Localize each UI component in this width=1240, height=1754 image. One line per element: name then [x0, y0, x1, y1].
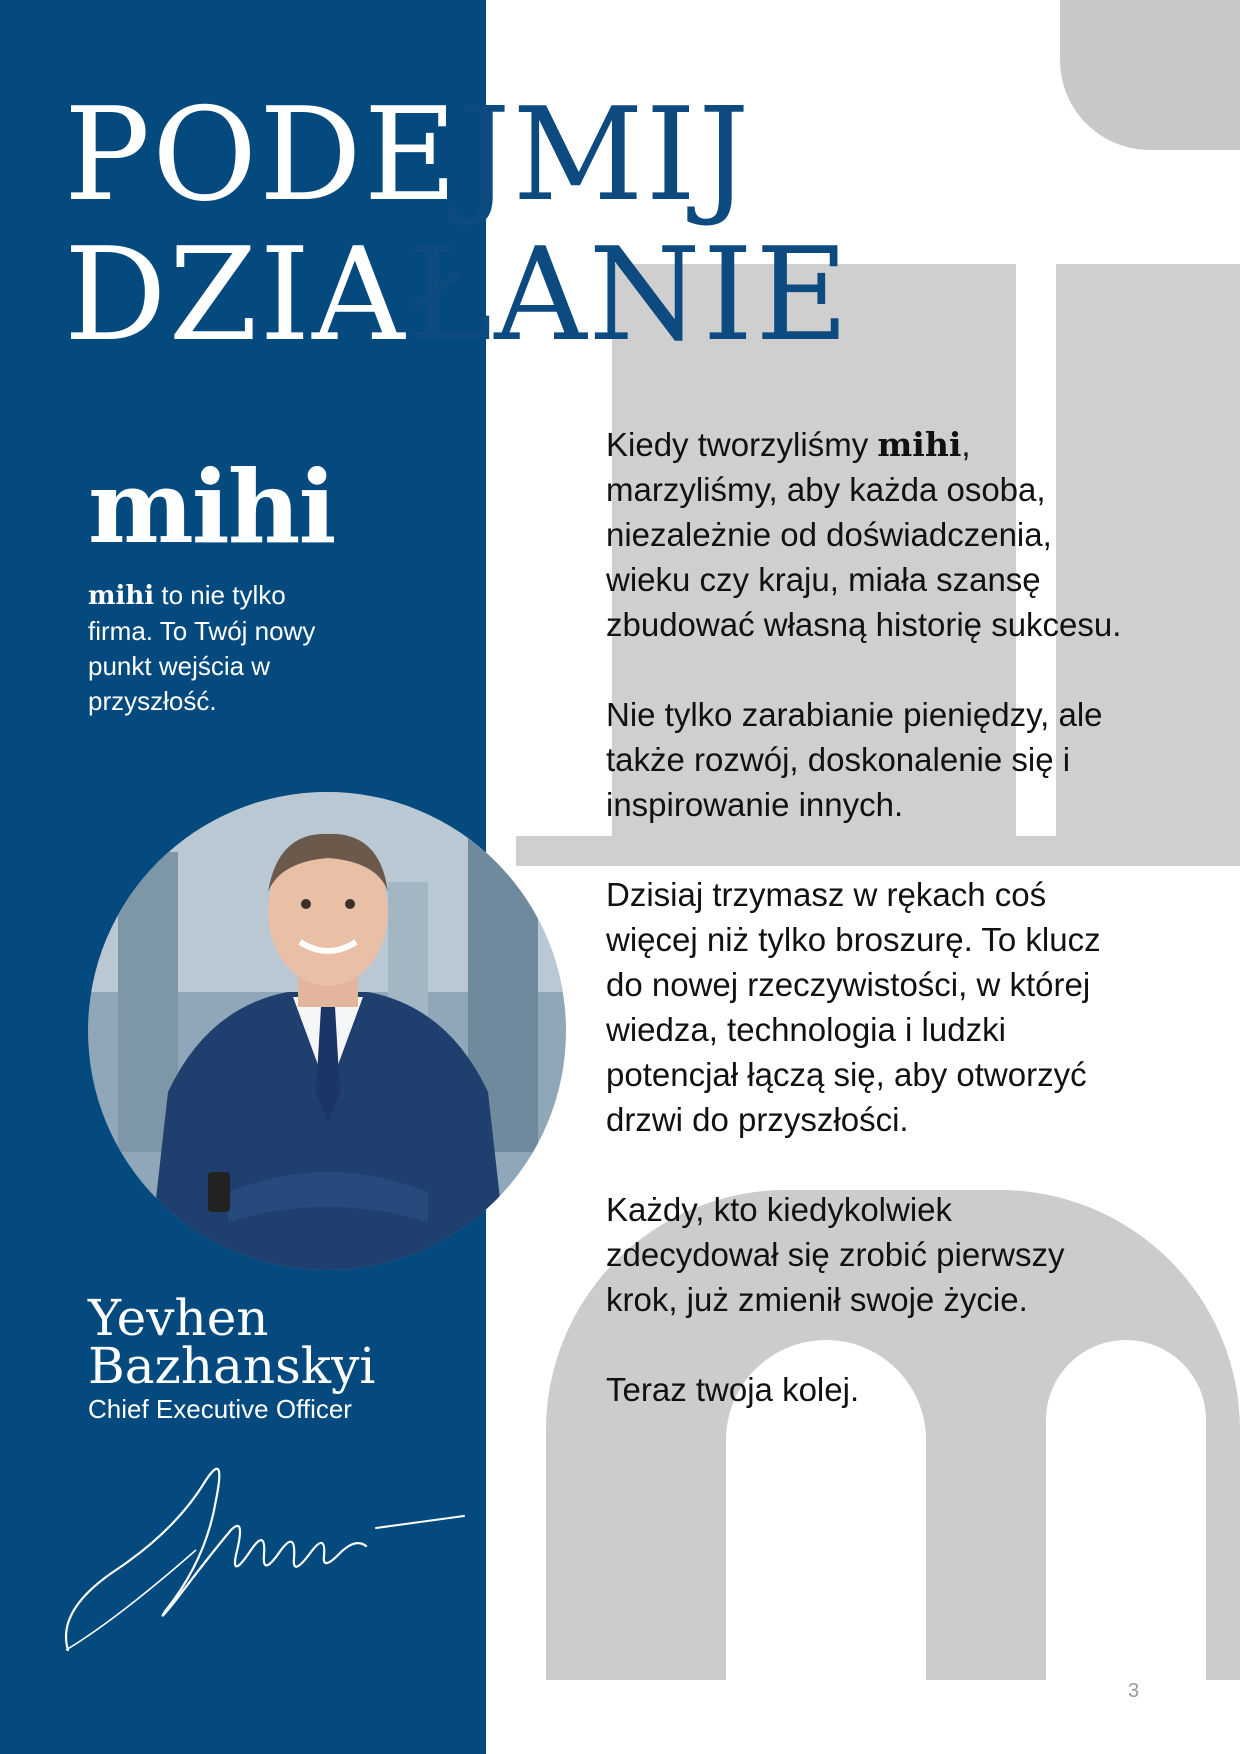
ceo-name [88, 1289, 376, 1395]
body-brand-name: mihi [877, 425, 962, 464]
brand-logo: mihi [88, 448, 335, 566]
handwritten-signature [56, 1460, 476, 1660]
body-text-segment: Kiedy tworzyliśmy [606, 426, 878, 463]
body-text-segment: , marzyliśmy, aby każda osoba, niezależnie od doświadczenia, wieku czy kraju, miała szansę zbudować własną historię sukcesu. [606, 426, 1122, 643]
page-headline [64, 81, 851, 370]
body-paragraph-1 [606, 422, 1126, 647]
tagline-brand: mihi [88, 581, 155, 611]
body-paragraph-4: Każdy, kto kiedykolwiek zdecydował się zrobić pierwszy krok, już zmienił swoje życie. [606, 1191, 1065, 1318]
ceo-portrait-photo [88, 792, 566, 1270]
headline-segment: DZIA [64, 221, 407, 370]
body-paragraph-3: Dzisiaj trzymasz w rękach coś więcej niż tylko broszurę. To klucz do nowej rzeczywistości, w której wiedza, technologia i ludzki potencjał łączą się, aby otworzyć drzwi do przyszłości. [606, 876, 1101, 1138]
watermark-dot [1060, 0, 1240, 150]
watermark-baseline-gap [486, 1680, 1240, 1754]
headline-segment: ŁANIE [406, 221, 851, 370]
headline-segment: PODE [64, 81, 460, 230]
ceo-first-name: Yevhen [88, 1289, 269, 1347]
page-number: 3 [1128, 1680, 1140, 1702]
headline-segment: JMIJ [459, 81, 752, 230]
body-text [606, 422, 1126, 1457]
tagline-text: to nie tylko firma. To Twój nowy punkt wejścia w przyszłość. [88, 580, 316, 716]
ceo-last-name: Bazhanskyi [88, 1337, 376, 1395]
body-paragraph-5: Teraz twoja kolej. [606, 1371, 860, 1408]
brand-tagline [88, 578, 348, 719]
body-paragraph-2: Nie tylko zarabianie pieniędzy, ale także rozwój, doskonalenie się i inspirowanie innych. [606, 696, 1103, 823]
ceo-role: Chief Executive Officer [88, 1394, 352, 1424]
headline-line-1 [64, 81, 851, 230]
headline-line-2 [64, 221, 851, 370]
